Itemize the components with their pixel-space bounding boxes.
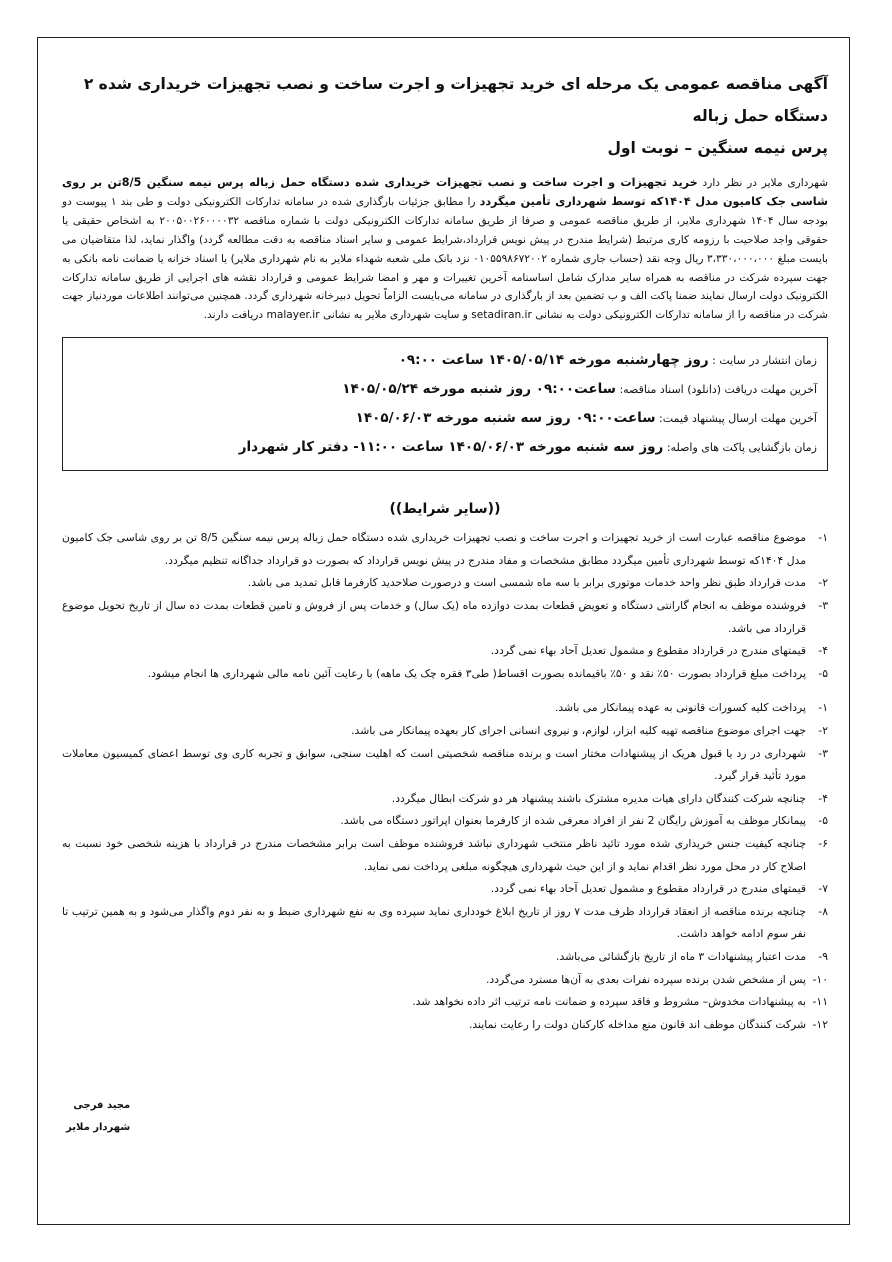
list-item (62, 788, 828, 811)
item-text: شهرداری در رد یا قبول هریک از پیشنهادات مختار است و برنده مناقصه شخصیتی است که اهلیت سنجی، سوابق و تجربه کاری وی توسط اعضای کمیسیون معاملات مورد تأئید قرار گیرد. (62, 746, 806, 783)
announcement-title (62, 68, 828, 164)
item-number: ۳- (818, 599, 828, 613)
schedule-value: ساعت۰۹:۰۰ روز سه شنبه مورخه ۱۴۰۵/۰۶/۰۳ (355, 410, 656, 427)
conditions-list-b (62, 697, 828, 1036)
item-text: پرداخت مبلغ قرارداد بصورت ۵۰٪ نقد و ۵۰٪ باقیمانده بصورت اقساط( طی۳ فقره چک یک ماهه) با رعایت آئین نامه مالی شهرداری ها انجام میشود. (147, 666, 806, 680)
list-item (62, 969, 828, 992)
intro-paragraph (62, 174, 828, 325)
item-number: ۹- (818, 949, 828, 963)
list-item (62, 991, 828, 1014)
item-text: پیمانکار موظف به آموزش رایگان 2 نفر از افراد معرفی شده از کارفرما بعنوان اپراتور دستگاه می باشد. (340, 814, 806, 828)
signatory-name: مجید فرجی (73, 1100, 131, 1111)
item-number: ۱- (818, 531, 828, 545)
item-number: ۲- (818, 576, 828, 590)
item-text: قیمتهای مندرج در قرارداد مقطوع و مشمول تعدیل آحاد بهاء نمی گردد. (490, 644, 806, 658)
item-text: موضوع مناقصه عبارت است از خرید تجهیزات و اجرت ساخت و نصب تجهیزات خریداری شده دستگاه حمل زباله پرس نیمه سنگین 8/5 تن بر روی شاسی جک کامیون مدل ۱۴۰۴که توسط شهرداری تأمین میگردد مطابق مشخصات و مفاد مندرج در پیش نویس قرارداد که بصورت دو قرارداد جداگانه تنظیم میگردد. (62, 531, 806, 567)
intro-p1: شهرداری ملایر در نظر دارد (702, 177, 828, 189)
item-number: ۲- (818, 724, 828, 737)
schedule-box (62, 337, 828, 471)
list-item (62, 697, 828, 720)
item-text: به پیشنهادات مخدوش– مشروط و فاقد سپرده و ضمانت نامه ترتیب اثر داده نخواهد شد. (412, 995, 806, 1009)
site-link-setadiran[interactable]: setadiran.ir (471, 309, 532, 322)
item-text: پس از مشخص شدن برنده سپرده نفرات بعدی به آن‌ها مسترد می‌گردد. (486, 972, 806, 986)
schedule-label: زمان انتشار در سایت : (712, 354, 817, 368)
item-text: فروشنده موظف به انجام گارانتی دستگاه و تعویض قطعات بمدت دوازده ماه (یک سال) و خدمات پس از فروش و تامین قطعات بمدت ده سال از تاریخ تحویل موضوع قرارداد می باشد. (62, 599, 806, 635)
list-item (62, 663, 828, 686)
list-item (62, 743, 828, 788)
list-item (62, 720, 828, 743)
list-item (62, 572, 828, 595)
schedule-row (73, 375, 817, 404)
list-item (62, 810, 828, 833)
site-link-malayer[interactable]: malayer.ir (266, 309, 320, 322)
schedule-label: آخرین مهلت دریافت (دانلود) اسناد مناقصه: (619, 383, 817, 397)
item-number: ۶- (818, 836, 828, 850)
item-text: جهت اجرای موضوع مناقصه تهیه کلیه ابزار، لوازم، و نیروی انسانی اجرای کار بعهده پیمانکار می باشد. (351, 724, 806, 737)
list-item (62, 833, 828, 878)
schedule-row (73, 346, 817, 375)
announcement (62, 68, 828, 1036)
item-number: ۴- (818, 644, 828, 658)
schedule-label: زمان بازگشایی پاکت های واصله: (666, 441, 817, 455)
item-text: چنانچه برنده مناقصه از انعقاد قرارداد ظرف مدت ۷ روز از تاریخ ابلاغ خودداری نماید سپرده وی به نفع شهرداری ضبط و به نفر دوم واگذار می‌شود و به همین ترتیب تا نفر سوم ادامه خواهد داشت. (62, 904, 807, 941)
list-item (62, 1014, 828, 1037)
item-number: ۱- (818, 701, 828, 715)
item-text: مدت اعتبار پیشنهادات ۳ ماه از تاریخ بازگشائی می‌باشد. (556, 949, 806, 963)
intro-p1-bold: خرید تجهیزات و اجرت ساخت و نصب تجهیزات خریداری شده دستگاه حمل زباله پرس نیمه سنگین 8/5تن بر روی شاسی جک کامیون مدل ۱۴۰۴که توسط شهرداری تأمین میگردد (62, 176, 828, 208)
item-number: ۵- (818, 814, 828, 828)
list-item (62, 595, 828, 640)
schedule-row (73, 433, 817, 462)
item-number: ۳- (818, 746, 828, 760)
section-title: ((سایر شرایط)) (389, 501, 501, 518)
schedule-row (73, 404, 817, 433)
item-number: ۱۱- (812, 995, 828, 1009)
schedule-value: ساعت۰۹:۰۰ روز شنبه مورخه ۱۴۰۵/۰۵/۲۴ (342, 381, 616, 398)
item-number: ۴- (818, 791, 828, 805)
title-line-2: پرس نیمه سنگین – نوبت اول (607, 139, 828, 157)
conditions-list-a (62, 527, 828, 685)
item-text: قیمتهای مندرج در قرارداد مقطوع و مشمول تعدیل آحاد بهاء نمی گردد. (490, 882, 806, 896)
signatory-role: شهردار ملایر (66, 1122, 131, 1133)
schedule-value: روز سه شنبه مورخه ۱۴۰۵/۰۶/۰۳ ساعت ۱۱:۰۰- دفتر کار شهردار (238, 439, 664, 456)
intro-p2: را مطابق جزئیات بارگذاری شده در سامانه تدارکات الکترونیکی دولت و طی بند ۱ پیوست دو بودجه سال ۱۴۰۴ شهرداری ملایر، از طریق مناقصه عمومی و صرفا از طریق سامانه تدارکات الکترونیکی دولت با شماره مناقصه ۲۰۰۵۰۰۲۶۰۰۰۰۳۲ به اشخاص حقیقی یا حقوقی واجد صلاحیت با رزومه کاری مرتبط (شرایط مندرج در پیش نویس قرارداد،شرایط عمومی و سایر اسناد مناقصه به دقت مطالعه گردد) واگذار نماید، لذا متقاضیان می بایست مبلغ ۳،۳۳۰،۰۰۰،۰۰۰ ریال وجه نقد (حساب جاری شماره ۰۱۰۵۵۹۸۶۷۲۰۰۲ نزد بانک ملی شعبه شهداء ملایر به نام شهرداری ملایر) یا اسناد خزانه یا ضمانت نامه بانکی به جهت سپرده شرکت در مناقصه به همراه سایر مدارک شامل اساسنامه آخرین تغییرات و مهر و امضا شرایط عمومی و قرارداد نقشه های اجرایی از طریق سامانه تدارکات الکترونیک دولت ارسال نمایند ضمنا پاکت الف و ب تضمین بعد از بارگذاری در سامانه می‌بایست الزاماً تحویل دبیرخانه شهرداری گردد. همچنین می‌توانند اطلاعات موردنیاز جهت شرکت در مناقصه را از سامانه تدارکات الکترونیکی دولت به نشانی (62, 195, 828, 322)
signature-block (66, 1095, 130, 1139)
item-number: ۸- (818, 904, 828, 918)
list-item (62, 946, 828, 969)
item-text: چنانچه شرکت کنندگان دارای هیات مدیره مشترک باشند پیشنهاد هر دو شرکت ابطال میگردد. (391, 791, 806, 805)
item-number: ۷- (818, 882, 828, 896)
intro-p4: دریافت دارند. (203, 309, 264, 322)
item-number: ۵- (818, 666, 828, 680)
item-text: مدت قرارداد طبق نظر واحد خدمات موتوری برابر با سه ماه شمسی است و درصورت صلاحدید کارفرما قابل تمدید می باشد. (247, 576, 806, 590)
title-line-1: آگهی مناقصه عمومی یک مرحله ای خرید تجهیزات و اجرت ساخت و نصب تجهیزات خریداری شده ۲ دستگاه حمل زباله (83, 75, 828, 125)
item-number: ۱۲- (812, 1017, 828, 1031)
list-item (62, 878, 828, 901)
list-item (62, 640, 828, 663)
item-text: پرداخت کلیه کسورات قانونی به عهده پیمانکار می باشد. (554, 701, 806, 715)
item-text: شرکت کنندگان موظف اند قانون منع مداخله کارکنان دولت را رعایت نمایند. (468, 1017, 806, 1031)
list-item (62, 527, 828, 572)
schedule-value: روز چهارشنبه مورخه ۱۴۰۵/۰۵/۱۴ ساعت ۰۹:۰۰ (398, 352, 709, 369)
item-text: چنانچه کیفیت جنس خریداری شده مورد تائید ناظر منتخب شهرداری نباشد فروشنده موظف است برابر مشخصات مندرج در قرارداد با هزینه شخصی خود نسبت به اصلاح کار در محل مورد نظر اقدام نماید و از این حیث شهرداری هیچگونه مبلغی پرداخت نمی نماید. (62, 836, 806, 873)
item-number: ۱۰- (812, 972, 828, 986)
list-item (62, 901, 828, 946)
schedule-label: آخرین مهلت ارسال پیشنهاد قیمت: (659, 412, 817, 426)
intro-p3: و سایت شهرداری ملایر به نشانی (322, 309, 468, 322)
